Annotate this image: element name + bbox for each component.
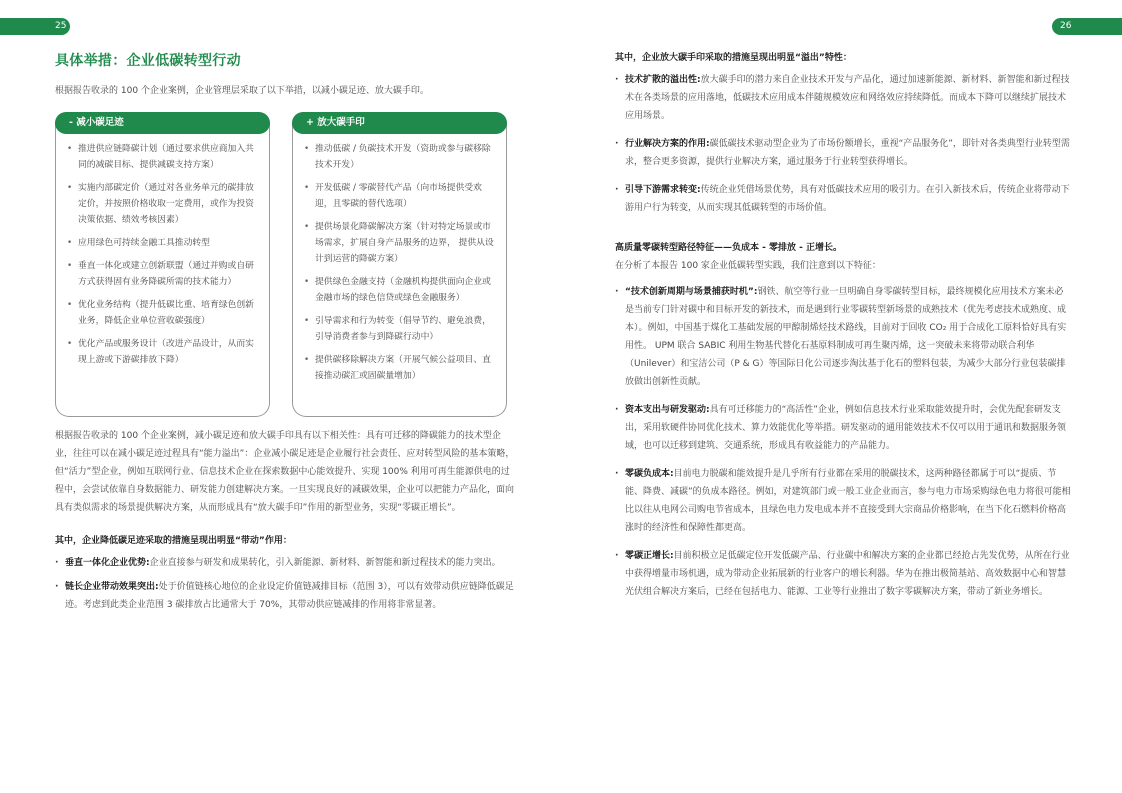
page-number-left: 25 <box>0 18 70 35</box>
list-item <box>55 554 515 572</box>
bullet-text: 目前积极立足低碳定位开发低碳产品、行业碳中和解决方案的企业都已经抢占先发优势，从所在行业中获得增量市场机遇，成为带动企业拓展新的行业客户的增长利器。华为在推出极简基站、高效数据中心和智慧光伏组合解决方案后，已经在包括电力、能源、工业等行业推出了数字零碳解决方案，带动了新业务增长。 <box>625 551 1070 597</box>
bullet-text: 碳低碳技术驱动型企业为了市场份额增长，重视“产品服务化”，即针对各类典型行业转型需求，整合更多资源，提供行业解决方案，通过服务于行业转型获得增长。 <box>625 139 1070 167</box>
list-item <box>615 465 1072 537</box>
list-item: • 应用绿色可持续金融工具推动转型 <box>64 235 259 251</box>
left-column <box>55 50 515 620</box>
list-item <box>615 283 1072 391</box>
spillover-heading: 其中，企业放大碳手印采取的措施呈现出明显“溢出”特性： <box>615 53 852 63</box>
drive-effect-heading: 其中，企业降低碳足迹采取的措施呈现出明显“带动”作用： <box>55 536 292 546</box>
correlation-paragraph: 根据报告收录的 100 个企业案例，减小碳足迹和放大碳手印具有以下相关性：具有可迁移的降碳能力的技术型企业，往往可以在减小碳足迹过程具有“能力溢出”：企业减小碳足迹是企业履行社会责任、应对转型风险的基本策略，但“活力”型企业，例如互联网行业、信息技术企业在探索数据中心能效提升、实现 100% 利用可再生能源供电的过程中，会尝试依靠自身数据能力、研发能力创建解决方案。一旦实现良好的减碳效果，企业可以把能力产品化，面向具有类似需求的场景提供解决方案，从而形成具有“放大碳手印”作用的新型业务，实现“零碳正增长”。 <box>55 431 515 513</box>
expand-handprint-heading: + 放大碳手印 <box>292 112 507 134</box>
bullet-label: 引导下游需求转变: <box>625 185 701 195</box>
list-item: • 提供碳移除解决方案（开展气候公益项目、直接推动碳汇或固碳量增加） <box>301 352 496 384</box>
bullet-label: 行业解决方案的作用: <box>625 139 710 149</box>
bullet-label: 技术扩散的溢出性: <box>625 75 701 85</box>
measures-boxes <box>55 112 515 417</box>
expand-handprint-list-container <box>292 123 507 417</box>
bullet-text: 处于价值链核心地位的企业设定价值链减排目标（范围 3），可以有效带动供应链降低碳足迹。考虑到此类企业范围 3 碳排放占比通常大于 70%，其带动供应链减排的作用将非常显著。 <box>65 582 514 610</box>
list-item <box>615 181 1072 217</box>
list-item: • 开发低碳 / 零碳替代产品（向市场提供受欢迎，且零碳的替代选项） <box>301 180 496 212</box>
bullet-label: 零碳负成本: <box>625 469 674 479</box>
list-item <box>615 135 1072 171</box>
list-item: • 实施内部碳定价（通过对各业务单元的碳排放定价，并按照价格收取一定费用，或作为投资决策依据、绩效考核因素） <box>64 180 259 228</box>
list-item <box>615 401 1072 455</box>
list-item <box>55 578 515 614</box>
reduce-footprint-list <box>64 141 259 368</box>
reduce-footprint-list-container <box>55 123 270 417</box>
list-item <box>615 547 1072 601</box>
path-features-list <box>615 283 1072 601</box>
list-item: • 提供绿色金融支持（金融机构提供面向企业或金融市场的绿色信贷或绿色金融服务） <box>301 274 496 306</box>
bullet-label: 垂直一体化企业优势: <box>65 558 150 568</box>
intro-text: 根据报告收录的 100 个企业案例，企业管理层采取了以下举措，以减小碳足迹、放大碳手印。 <box>55 86 429 96</box>
reduce-footprint-box <box>55 112 270 417</box>
bullet-text: 钢铁、航空等行业一旦明确自身零碳转型目标，最终规模化应用技术方案未必是当前专门针对碳中和目标开发的新技术，而是遇到行业零碳转型新场景的成熟技术（优先考虑技术成熟度、成本）。例如，中国基于煤化工基础发展的甲醇制烯烃技术路线，目前对于回收 CO₂ 用于合成化工原料恰好具有实用性。 UPM 联合 SABIC 利用生物基代替化石基原料制成可再生聚丙烯，这一突破未来将带动联合利华（Unilever）和宝洁公司（P & G）等国际日化公司逐步淘汰基于化石的塑料包装，为减少大部分行业包装碳排放做出创新性贡献。 <box>625 287 1067 387</box>
list-item <box>615 71 1072 125</box>
bullet-label: 零碳正增长: <box>625 551 674 561</box>
bullet-text: 放大碳手印的潜力来自企业技术开发与产品化，通过加速新能源、新材料、新智能和新过程技术在各类场景的应用落地，低碳技术应用成本伴随规模效应和网络效应持续降低。而成本下降可以继续扩展技术应用场景。 <box>625 75 1070 121</box>
bullet-label: 链长企业带动效果突出: <box>65 582 159 592</box>
bullet-label: 资本支出与研发驱动: <box>625 405 710 415</box>
list-item: • 提供场景化降碳解决方案（针对特定场景或市场需求，扩展自身产品服务的边界， 提供从设计到运营的降碳方案） <box>301 219 496 267</box>
path-features-intro: 在分析了本报告 100 家企业低碳转型实践，我们注意到以下特征： <box>615 261 881 271</box>
reduce-footprint-heading: - 减小碳足迹 <box>55 112 270 134</box>
bullet-text: 具有可迁移能力的“高活性”企业，例如信息技术行业采取能效提升时，会优先配套研发支出，采用软硬件协同优化技术、算力效能优化等举措。研发驱动的通用能效技术不仅可以用于通讯和数据服务领域，也可以迁移到建筑、交通系统，形成具有收益能力的产品能力。 <box>625 405 1067 451</box>
right-column <box>615 50 1072 611</box>
bullet-text: 企业直接参与研发和成果转化，引入新能源、新材料、新智能和新过程技术的能力突出。 <box>149 558 501 568</box>
list-item: • 推动低碳 / 负碳技术开发（资助或参与碳移除技术开发） <box>301 141 496 173</box>
expand-handprint-box <box>292 112 507 417</box>
page-number-right: 26 <box>1052 18 1122 35</box>
bullet-text: 目前电力脱碳和能效提升是几乎所有行业都在采用的脱碳技术，这两种路径都属于可以“提质、节能、降费、减碳”的负成本路径。例如，对建筑部门或一般工业企业而言，参与电力市场采购绿色电力将很可能相比以往从电网公司购电节省成本，且绿色电力发电成本并不直接受到大宗商品价格影响，在当下化石燃料价格高涨时的经济性和保障性都更高。 <box>625 469 1071 533</box>
list-item: • 垂直一体化或建立创新联盟（通过并购或自研方式获得固有业务降碳所需的技术能力） <box>64 258 259 290</box>
bullet-text: 传统企业凭借场景优势，具有对低碳技术应用的吸引力。在引入新技术后，传统企业将带动下游用户行为转变，从而实现其低碳转型的市场价值。 <box>625 185 1070 213</box>
section-title: 具体举措：企业低碳转型行动 <box>55 53 241 69</box>
list-item: • 优化业务结构（提升低碳比重、培育绿色创新业务，降低企业单位营收碳强度） <box>64 297 259 329</box>
list-item: • 推进供应链降碳计划（通过要求供应商加入共同的减碳目标、提供减碳支持方案） <box>64 141 259 173</box>
bullet-label: “技术创新周期与场景捕获时机”: <box>625 287 758 297</box>
spillover-list <box>615 71 1072 217</box>
path-features-heading: 高质量零碳转型路径特征——负成本 - 零排放 - 正增长。 <box>615 243 843 253</box>
drive-effect-list <box>55 554 515 614</box>
list-item: • 优化产品或服务设计（改进产品设计，从而实现上游或下游碳排放下降） <box>64 336 259 368</box>
expand-handprint-list <box>301 141 496 384</box>
list-item: • 引导需求和行为转变（倡导节约、避免浪费，引导消费者参与到降碳行动中） <box>301 313 496 345</box>
